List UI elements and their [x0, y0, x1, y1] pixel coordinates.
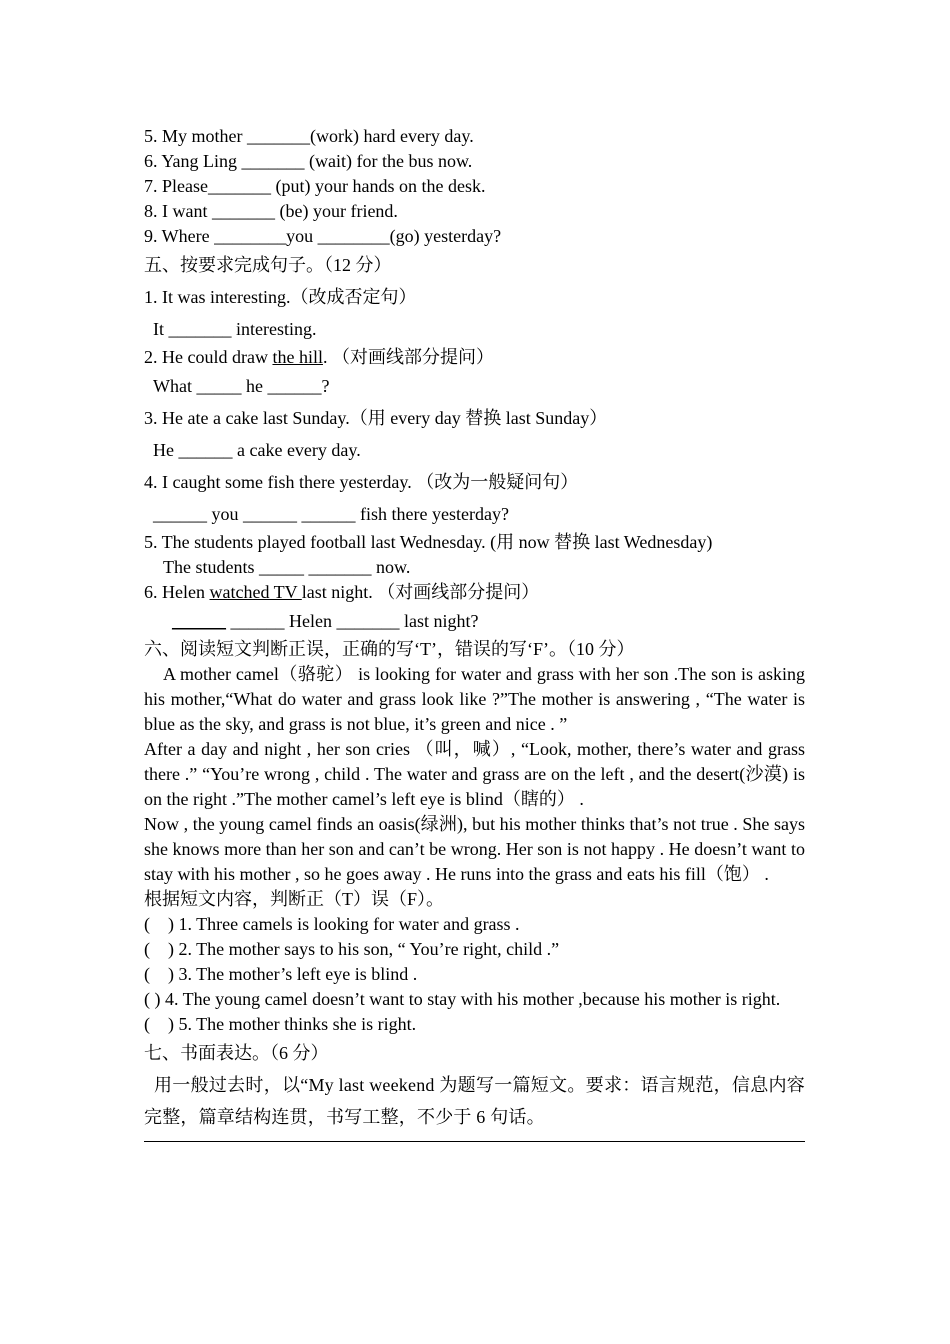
worksheet-page — [144, 124, 805, 1142]
question-6 — [144, 580, 805, 605]
answer-line-2: What _____ he ______? — [153, 376, 330, 396]
answer-line-5: The students _____ _______ now. — [163, 557, 411, 577]
underlined-phrase: watched TV — [209, 582, 302, 602]
judgement-item: ( ) 5. The mother thinks she is right. — [144, 1014, 417, 1034]
question-6-instruction: last night. （对画线部分提问） — [301, 582, 540, 602]
exercise-item: 8. I want _______ (be) your friend. — [144, 201, 398, 221]
judgement-item: ( ) 3. The mother’s left eye is blind . — [144, 964, 418, 984]
judgement-item: ( ) 4. The young camel doesn’t want to stay with his mother ,because his mother is right. — [144, 989, 781, 1009]
exercise-item: 7. Please_______ (put) your hands on the desk. — [144, 176, 486, 196]
answer-blank: ______ — [172, 611, 226, 631]
writing-line[interactable] — [144, 1141, 805, 1142]
underlined-phrase: the hill — [272, 347, 323, 367]
question-2-text: 2. He could draw — [144, 347, 273, 367]
question-1: 1. It was interesting.（改成否定句） — [144, 287, 417, 307]
reading-paragraph: A mother camel（骆驼） is looking for water and grass with her son .The son is asking his mother,“What do water and grass look like ?”The mother is answering , “The water is blue as the sky, and grass is not blue, it’s green and nice . ” — [144, 664, 805, 734]
question-4: 4. I caught some fish there yesterday. （改为一般疑问句） — [144, 472, 579, 492]
exercise-item: 5. My mother _______(work) hard every day. — [144, 126, 474, 146]
section-heading: 七、书面表达。（6 分） — [144, 1043, 329, 1063]
question-2 — [144, 345, 805, 370]
section-6 — [144, 637, 805, 1037]
answer-line-6 — [144, 605, 805, 637]
section-4-items — [144, 124, 805, 249]
section-heading: 五、按要求完成句子。（12 分） — [144, 255, 392, 275]
reading-paragraph: After a day and night , her son cries （叫，喊）, “Look, mother, there’s water and grass there .” “You’re wrong , child . The water and grass are on the left , and the desert(沙漠) is on the right .”The mother camel’s left eye is blind（瞎的） . — [144, 739, 805, 809]
judgement-instruction: 根据短文内容，判断正（T）误（F）。 — [144, 889, 445, 909]
section-5 — [144, 249, 805, 637]
exercise-item: 9. Where ________you ________(go) yesterday? — [144, 226, 502, 246]
answer-line-3: He ______ a cake every day. — [153, 440, 361, 460]
judgement-item: ( ) 1. Three camels is looking for water and grass . — [144, 914, 520, 934]
question-3: 3. He ate a cake last Sunday.（用 every day 替换 last Sunday） — [144, 408, 608, 428]
answer-line-4: ______ you ______ ______ fish there yesterday? — [153, 504, 509, 524]
answer-line-1: It _______ interesting. — [153, 319, 317, 339]
section-heading: 六、阅读短文判断正误，正确的写‘T’，错误的写‘F’。（10 分） — [144, 639, 635, 659]
question-5: 5. The students played football last Wednesday. (用 now 替换 last Wednesday) — [144, 532, 713, 552]
question-6-text: 6. Helen — [144, 582, 210, 602]
judgement-item: ( ) 2. The mother says to his son, “ You’re right, child .” — [144, 939, 560, 959]
section-7 — [144, 1037, 805, 1142]
exercise-item: 6. Yang Ling _______ (wait) for the bus now. — [144, 151, 473, 171]
answer-line-6-text: ______ Helen _______ last night? — [226, 611, 479, 631]
writing-instruction: 用一般过去时，以“My last weekend 为题写一篇短文。要求：语言规范，信息内容完整，篇章结构连贯，书写工整，不少于 6 句话。 — [144, 1075, 805, 1127]
question-2-instruction: . （对画线部分提问） — [322, 347, 494, 367]
reading-paragraph: Now , the young camel finds an oasis(绿洲), but his mother thinks that’s not true . She says she knows more than her son and can’t be wrong. Her son is not happy . He doesn’t want to stay with his mother , so he goes away . He runs into the grass and eats his fill（饱） . — [144, 814, 805, 884]
